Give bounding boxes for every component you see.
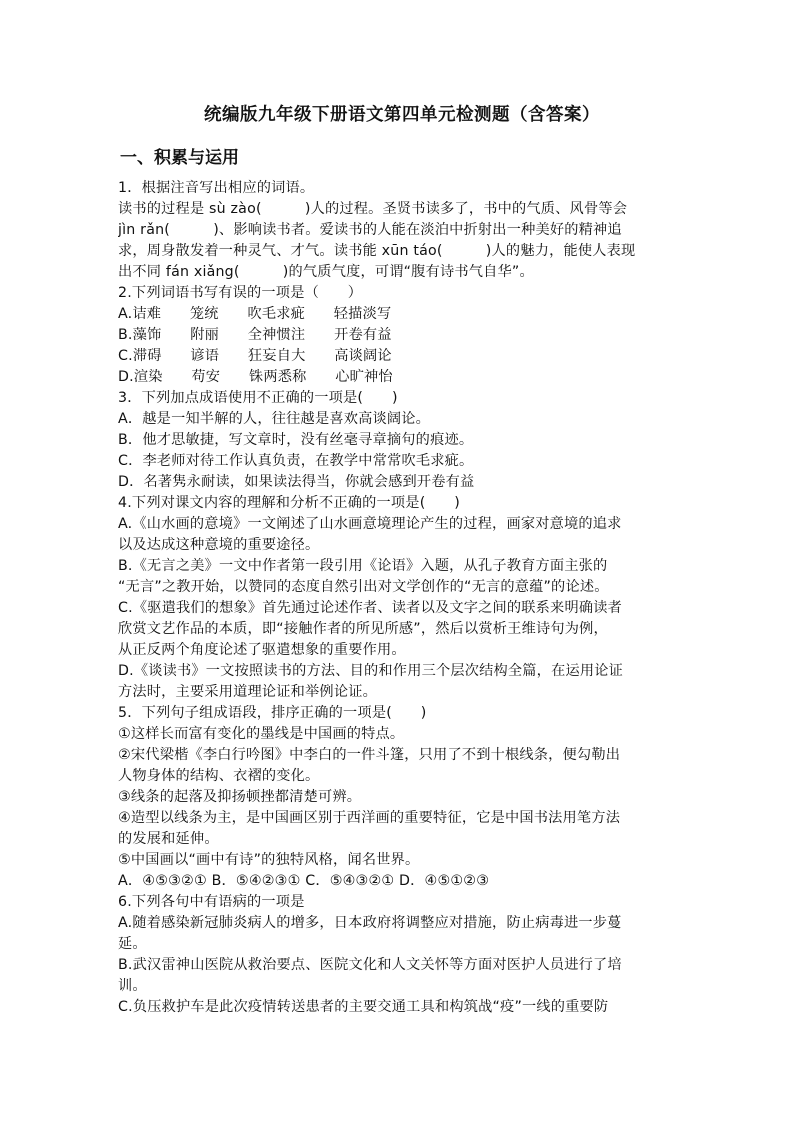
text-line: 2.下列词语书写有误的一项是（ ） <box>118 285 363 301</box>
text-line: “无言”之教开始，以赞同的态度自然引出对文学创作的“无言的意蕴”的论述。 <box>118 579 609 595</box>
text-line: A.《山水画的意境》一文阐述了山水画意境理论产生的过程，画家对意境的追求 <box>118 516 622 532</box>
text-line: B.武汉雷神山医院从救治要点、医院文化和人文关怀等方面对医护人员进行了培 <box>118 957 622 973</box>
text-line: 延。 <box>118 936 147 952</box>
text-line: 6.下列各句中有语病的一项是 <box>118 894 305 910</box>
text-line: A.诘难 笼统 吹毛求疵 轻描淡写 <box>118 306 392 322</box>
text-line: C.《驱遣我们的想象》首先通过论述作者、读者以及文字之间的联系来明确读者 <box>118 600 622 616</box>
text-line: D．名著隽永耐读，如果读法得当，你就会感到开卷有益 <box>118 474 475 490</box>
text-line: jìn rǎn( )、影响读书者。爱读书的人能在淡泊中折射出一种美好的精神追 <box>118 222 622 238</box>
text-line: ②宋代梁楷《李白行吟图》中李白的一件斗篷，只用了不到十根线条，便勾勒出 <box>118 747 621 763</box>
text-line: 以及达成这种意境的重要途径。 <box>118 537 320 553</box>
text-line: B.《无言之美》一文中作者第一段引用《论语》入题，从孔子教育方面主张的 <box>118 558 608 574</box>
text-line: ④造型以线条为主，是中国画区别于西洋画的重要特征，它是中国书法用笔方法 <box>118 810 621 826</box>
text-line: C.滞碍 谚语 狂妄自大 高谈阔论 <box>118 348 392 364</box>
text-line: ⑤中国画以“画中有诗”的独特风格，闻名世界。 <box>118 852 420 868</box>
text-line: 的发展和延伸。 <box>118 831 219 847</box>
text-line: ③线条的起落及抑扬顿挫都清楚可辨。 <box>118 789 362 805</box>
text-line: 欣赏文艺作品的本质，即“接触作者的所见所感”，然后以赏析王维诗句为例， <box>118 621 608 637</box>
text-line: 训。 <box>118 978 147 994</box>
text-line: 出不同 fán xiǎng( )的气质气度，可谓“腹有诗书气自华”。 <box>118 264 534 280</box>
text-line: A．越是一知半解的人，往往越是喜欢高谈阔论。 <box>118 411 431 427</box>
text-line: D.《谈读书》一文按照读书的方法、目的和作用三个层次结构全篇，在运用论证 <box>118 663 624 679</box>
text-line: 读书的过程是 sù zào( )人的过程。圣贤书读多了，书中的气质、风骨等会 <box>118 201 628 217</box>
text-line: 从正反两个角度论述了驱遣想象的重要作用。 <box>118 642 406 658</box>
text-line: 3．下列加点成语使用不正确的一项是( ) <box>118 390 398 406</box>
text-line: 4.下列对课文内容的理解和分析不正确的一项是( ) <box>118 495 460 511</box>
text-line: 人物身体的结构、衣褶的变化。 <box>118 768 320 784</box>
text-line: ①这样长而富有变化的墨线是中国画的特点。 <box>118 726 405 742</box>
text-line: 5．下列句子组成语段，排序正确的一项是( ) <box>118 705 427 721</box>
text-line: B.藻饰 附丽 全神惯注 开卷有益 <box>118 327 392 343</box>
text-line: C.负压救护车是此次疫情转送患者的主要交通工具和构筑战“疫”一线的重要防 <box>118 999 609 1015</box>
text-line: 方法时，主要采用道理论证和举例论证。 <box>118 684 377 700</box>
text-line: A．④⑤③②① B．⑤④②③① C．⑤④③②① D．④⑤①②③ <box>118 873 490 889</box>
text-line: C．李老师对待工作认真负责，在教学中常常吹毛求疵。 <box>118 453 474 469</box>
section-heading: 一、积累与运用 <box>120 148 239 168</box>
question-body <box>118 178 686 1018</box>
text-line: B．他才思敏捷，写文章时，没有丝毫寻章摘句的痕迹。 <box>118 432 474 448</box>
document-page <box>118 100 686 1018</box>
text-line: 求，周身散发着一种灵气、才气。读书能 xūn táo( )人的魅力，能使人表现 <box>118 243 636 259</box>
document-title: 统编版九年级下册语文第四单元检测题（含答案） <box>204 105 600 125</box>
text-line: D.渲染 苟安 铢两悉称 心旷神怡 <box>118 369 393 385</box>
text-line: 1．根据注音写出相应的词语。 <box>118 180 315 196</box>
text-line: A.随着感染新冠肺炎病人的增多，日本政府将调整应对措施，防止病毒进一步蔓 <box>118 915 622 931</box>
